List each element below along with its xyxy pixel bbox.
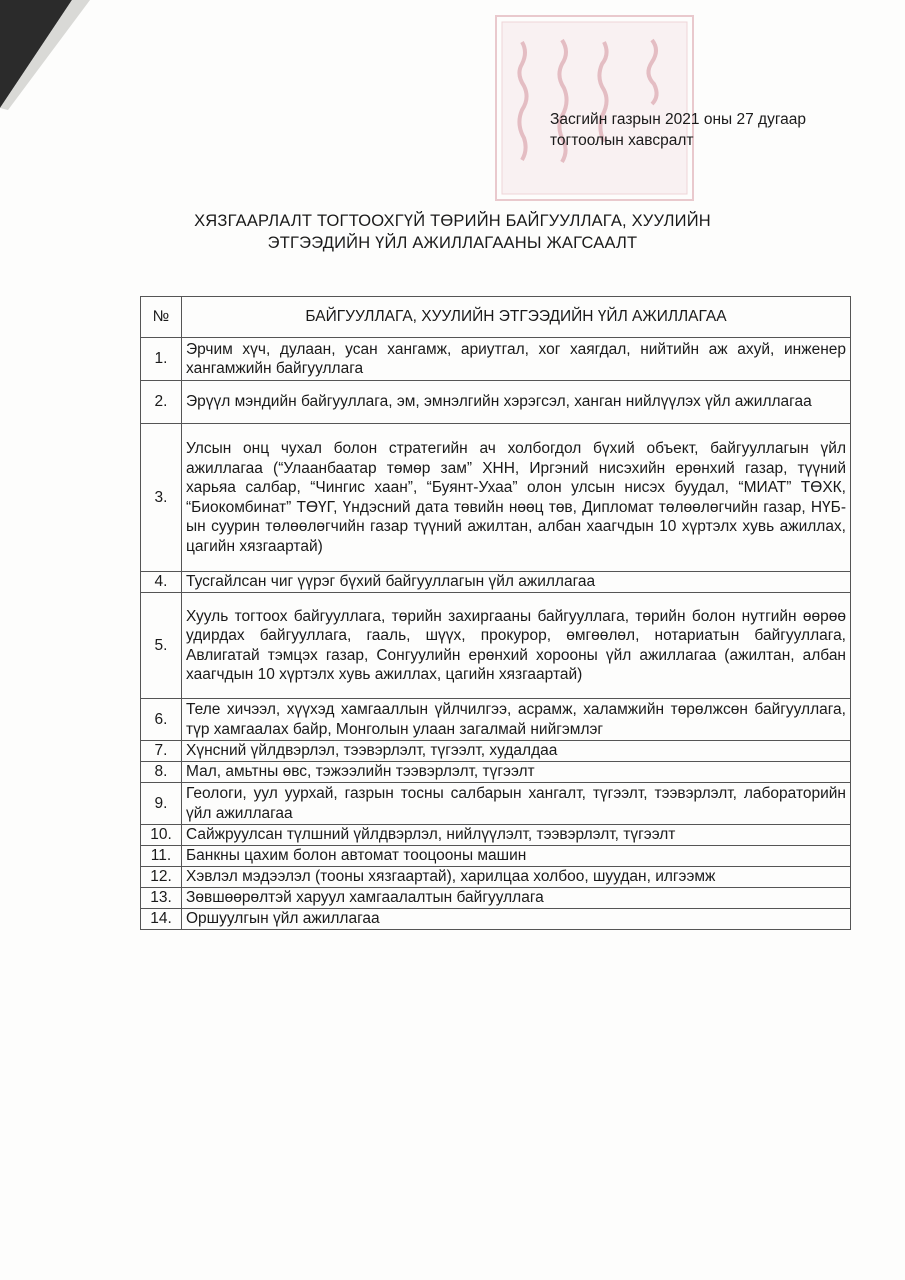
document-title-line2: ЭТГЭЭДИЙН ҮЙЛ АЖИЛЛАГААНЫ ЖАГСААЛТ	[267, 234, 638, 252]
appendix-note	[550, 109, 880, 151]
appendix-note-line2: тогтоолын хавсралт	[550, 132, 694, 149]
row-number: 13.	[141, 888, 182, 909]
table-row	[141, 783, 851, 825]
table-row	[141, 867, 851, 888]
table-row	[141, 825, 851, 846]
header-number: №	[141, 297, 182, 338]
table-row	[141, 699, 851, 741]
row-text: Мал, амьтны өвс, тэжээлийн тээвэрлэлт, түгээлт	[182, 762, 851, 783]
row-number: 11.	[141, 846, 182, 867]
row-number: 3.	[141, 424, 182, 572]
table-row	[141, 909, 851, 930]
row-number: 2.	[141, 381, 182, 424]
row-number: 7.	[141, 741, 182, 762]
header-activity: БАЙГУУЛЛАГА, ХУУЛИЙН ЭТГЭЭДИЙН ҮЙЛ АЖИЛЛАГАА	[182, 297, 851, 338]
row-number: 12.	[141, 867, 182, 888]
document-title-line1: ХЯЗГААРЛАЛТ ТОГТООХГҮЙ ТӨРИЙН БАЙГУУЛЛАГА, ХУУЛИЙН	[194, 212, 711, 230]
table-row	[141, 572, 851, 593]
row-text: Зөвшөөрөлтэй харуул хамгаалалтын байгууллага	[182, 888, 851, 909]
table-row	[141, 888, 851, 909]
row-text: Хэвлэл мэдээлэл (тооны хязгаартай), харилцаа холбоо, шуудан, илгээмж	[182, 867, 851, 888]
row-text: Сайжруулсан түлшний үйлдвэрлэл, нийлүүлэлт, тээвэрлэлт, түгээлт	[182, 825, 851, 846]
table-row	[141, 741, 851, 762]
row-text: Банкны цахим болон автомат тооцооны машин	[182, 846, 851, 867]
row-number: 8.	[141, 762, 182, 783]
row-number: 1.	[141, 338, 182, 381]
appendix-note-line1: Засгийн газрын 2021 оны 27 дугаар	[550, 111, 806, 128]
row-text: Хүнсний үйлдвэрлэл, тээвэрлэлт, түгээлт, худалдаа	[182, 741, 851, 762]
row-text: Эрчим хүч, дулаан, усан хангамж, ариутгал, хог хаягдал, нийтийн аж ахуй, инженер хангамжийн байгууллага	[182, 338, 851, 381]
activity-table	[140, 296, 851, 930]
table-row	[141, 338, 851, 381]
table-row	[141, 381, 851, 424]
row-text: Эрүүл мэндийн байгууллага, эм, эмнэлгийн хэрэгсэл, ханган нийлүүлэх үйл ажиллагаа	[182, 381, 851, 424]
row-number: 9.	[141, 783, 182, 825]
table-header-row	[141, 297, 851, 338]
row-number: 4.	[141, 572, 182, 593]
row-text: Улсын онц чухал болон стратегийн ач холбогдол бүхий объект, байгууллагын үйл ажиллагаа (“Улаанбаатар төмөр зам” ХНН, Иргэний нисэхийн ерөнхий газар, түүний харьяа салбар, “Чингис хаан”, “Буянт-Ухаа” олон улсын нисэх буудал, “МИАТ” ТӨХК, “Биокомбинат” ТӨҮГ, Үндэсний дата төвийн нөөц төв, Дипломат төлөөлөгчийн газар, НҮБ-ын суурин төлөөлөгчийн газар түүний ажилтан, албан хаагчдын 10 хүртэлх хувь ажиллах, цагийн хязгаартай)	[182, 424, 851, 572]
official-stamp	[492, 12, 697, 204]
row-text: Геологи, уул уурхай, газрын тосны салбарын хангалт, түгээлт, тээвэрлэлт, лабораторийн үйл ажиллагаа	[182, 783, 851, 825]
row-number: 5.	[141, 593, 182, 699]
row-number: 10.	[141, 825, 182, 846]
row-number: 14.	[141, 909, 182, 930]
row-text: Хууль тогтоох байгууллага, төрийн захиргааны байгууллага, төрийн болон нутгийн өөрөө удирдах байгууллага, гааль, шүүх, прокурор, өмгөөлөл, нотариатын байгууллага, Авлигатай тэмцэх газар, Сонгуулийн ерөнхий хорооны үйл ажиллагаа (ажилтан, албан хаагчдын 10 хүртэлх хувь ажиллах, цагийн хязгаартай)	[182, 593, 851, 699]
table-row	[141, 762, 851, 783]
document-title	[120, 210, 785, 254]
row-text: Оршуулгын үйл ажиллагаа	[182, 909, 851, 930]
row-text: Тусгайлсан чиг үүрэг бүхий байгууллагын үйл ажиллагаа	[182, 572, 851, 593]
table-row	[141, 593, 851, 699]
row-number: 6.	[141, 699, 182, 741]
table-row	[141, 424, 851, 572]
page-corner-fold	[0, 0, 90, 110]
table-row	[141, 846, 851, 867]
row-text: Теле хичээл, хүүхэд хамгааллын үйлчилгээ, асрамж, халамжийн төрөлжсөн байгууллага, түр хамгаалах байр, Монголын улаан загалмай нийгэмлэг	[182, 699, 851, 741]
